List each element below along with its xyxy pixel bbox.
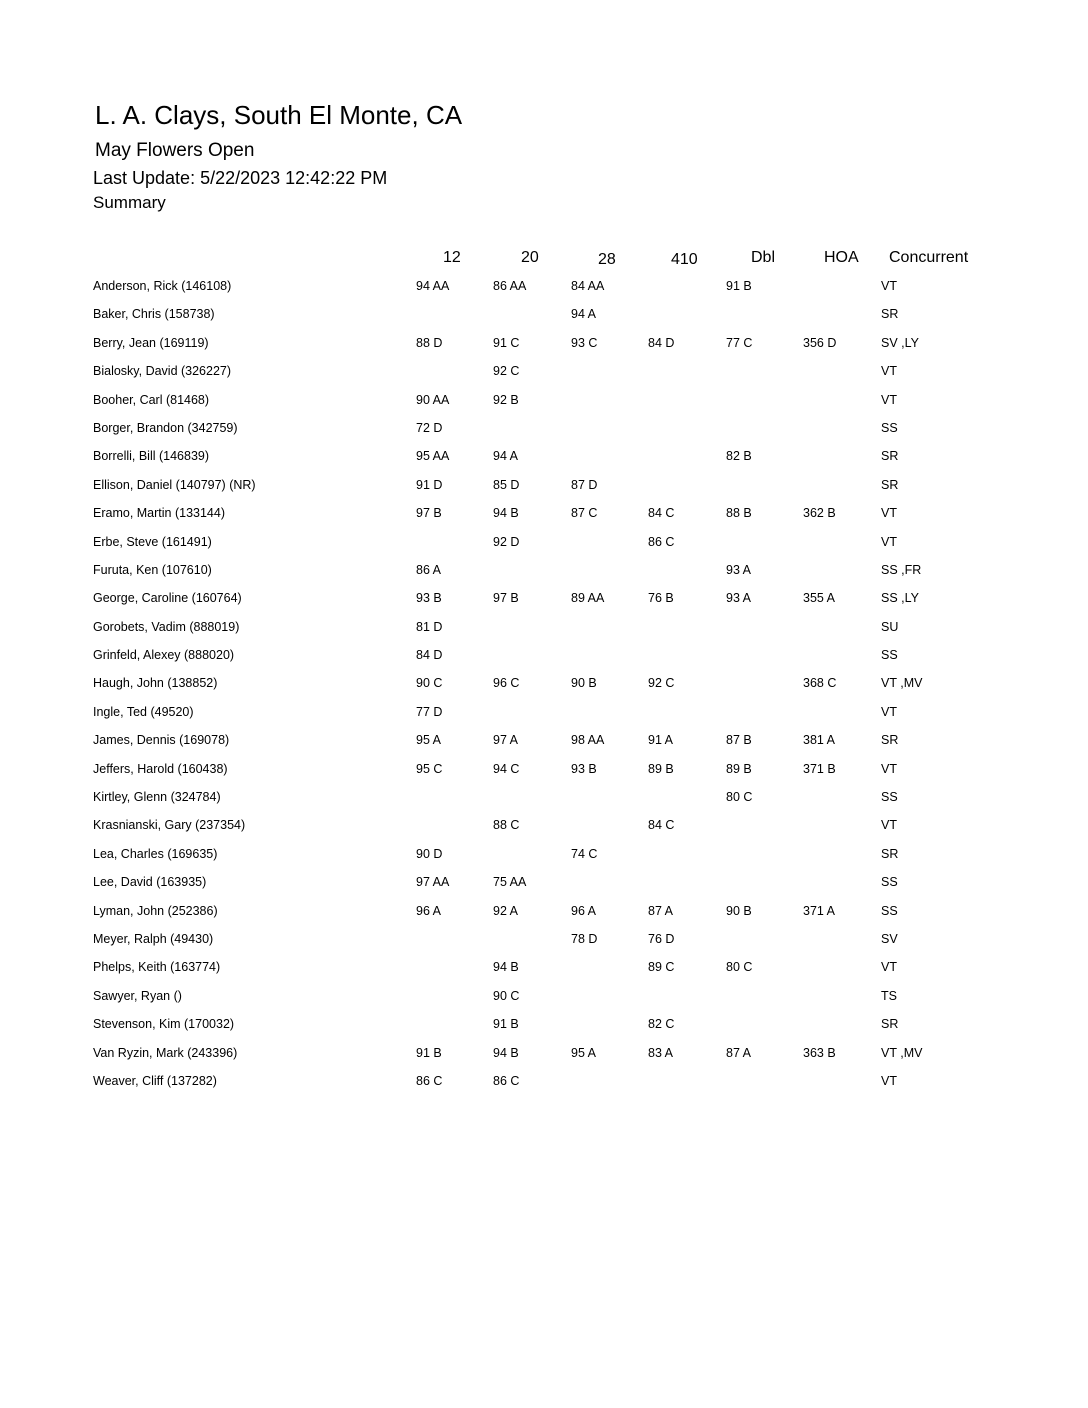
score-dbl: 87 B bbox=[726, 733, 752, 748]
table-row bbox=[0, 442, 1088, 470]
table-row bbox=[0, 783, 1088, 811]
score-410: 92 C bbox=[648, 676, 675, 691]
table-row bbox=[0, 386, 1088, 414]
concurrent-class: VT bbox=[881, 761, 897, 776]
shooter-name: Lea, Charles (169635) bbox=[93, 846, 218, 861]
score-20: 91 B bbox=[493, 1017, 519, 1032]
score-dbl: 82 B bbox=[726, 449, 752, 464]
concurrent-class: VT bbox=[881, 818, 897, 833]
concurrent-class: VT bbox=[881, 364, 897, 379]
score-28: 78 D bbox=[571, 931, 598, 946]
score-20: 94 A bbox=[493, 449, 519, 464]
score-20: 86 AA bbox=[493, 279, 527, 293]
table-row bbox=[0, 1039, 1088, 1067]
score-20: 97 B bbox=[493, 591, 519, 606]
concurrent-class: SR bbox=[881, 846, 899, 861]
results-table bbox=[0, 272, 1088, 1095]
table-row bbox=[0, 755, 1088, 783]
concurrent-class: VT bbox=[881, 392, 897, 407]
score-410: 91 A bbox=[648, 733, 674, 748]
shooter-name: Lyman, John (252386) bbox=[93, 903, 218, 918]
shooter-name: Borrelli, Bill (146839) bbox=[93, 449, 210, 464]
section-label: Summary bbox=[93, 193, 166, 212]
table-row bbox=[0, 613, 1088, 641]
score-20: 91 C bbox=[493, 335, 520, 350]
score-dbl: 93 A bbox=[726, 562, 752, 577]
concurrent-class: VT ,MV bbox=[881, 1045, 923, 1060]
score-20: 96 C bbox=[493, 676, 520, 691]
shooter-name: Furuta, Ken (107610) bbox=[93, 562, 212, 577]
shooter-name: Grinfeld, Alexey (888020) bbox=[93, 648, 235, 663]
table-row bbox=[0, 584, 1088, 612]
score-dbl: 77 C bbox=[726, 335, 753, 350]
table-row bbox=[0, 471, 1088, 499]
score-12: 77 D bbox=[416, 704, 443, 719]
score-410: 84 C bbox=[648, 818, 675, 833]
concurrent-class: VT bbox=[881, 704, 897, 719]
table-row bbox=[0, 811, 1088, 839]
concurrent-class: SS bbox=[881, 903, 898, 918]
score-hoa: 371 B bbox=[803, 761, 836, 776]
table-row bbox=[0, 641, 1088, 669]
concurrent-class: VT bbox=[881, 960, 897, 975]
column-header-12: 12 bbox=[443, 249, 461, 266]
score-hoa: 363 B bbox=[803, 1045, 836, 1060]
score-12: 72 D bbox=[416, 420, 443, 435]
table-row bbox=[0, 357, 1088, 385]
score-12: 94 AA bbox=[416, 279, 450, 293]
shooter-name: Stevenson, Kim (170032) bbox=[93, 1017, 235, 1032]
score-20: 94 C bbox=[493, 761, 520, 776]
shooter-name: Meyer, Ralph (49430) bbox=[93, 931, 214, 946]
score-28: 87 D bbox=[571, 477, 598, 492]
score-dbl: 88 B bbox=[726, 506, 752, 521]
shooter-name: Jeffers, Harold (160438) bbox=[93, 761, 228, 776]
score-12: 91 B bbox=[416, 1045, 442, 1060]
column-header-20: 20 bbox=[521, 249, 539, 266]
table-row bbox=[0, 698, 1088, 726]
score-28: 94 A bbox=[571, 307, 597, 322]
score-hoa: 368 C bbox=[803, 676, 837, 691]
shooter-name: Lee, David (163935) bbox=[93, 875, 207, 890]
score-20: 92 B bbox=[493, 392, 519, 407]
score-12: 97 AA bbox=[416, 875, 450, 890]
shooter-name: Borger, Brandon (342759) bbox=[93, 420, 238, 435]
score-20: 88 C bbox=[493, 818, 520, 833]
score-dbl: 89 B bbox=[726, 761, 752, 776]
table-row bbox=[0, 329, 1088, 357]
score-28: 74 C bbox=[571, 846, 598, 861]
score-410: 89 C bbox=[648, 960, 675, 975]
shooter-name: Eramo, Martin (133144) bbox=[93, 506, 226, 521]
score-dbl: 90 B bbox=[726, 903, 752, 918]
shooter-name: Sawyer, Ryan () bbox=[93, 988, 182, 1003]
shooter-name: Anderson, Rick (146108) bbox=[93, 279, 232, 293]
score-12: 90 C bbox=[416, 676, 443, 691]
column-header-hoa: HOA bbox=[824, 249, 859, 266]
score-20: 75 AA bbox=[493, 875, 527, 890]
last-update: Last Update: 5/22/2023 12:42:22 PM bbox=[93, 168, 388, 188]
score-28: 87 C bbox=[571, 506, 598, 521]
concurrent-class: TS bbox=[881, 988, 897, 1003]
shooter-name: Booher, Carl (81468) bbox=[93, 392, 210, 407]
shooter-name: Baker, Chris (158738) bbox=[93, 307, 215, 322]
concurrent-class: SS ,LY bbox=[881, 591, 919, 606]
score-410: 82 C bbox=[648, 1017, 675, 1032]
table-row bbox=[0, 669, 1088, 697]
score-hoa: 356 D bbox=[803, 335, 837, 350]
shooter-name: Krasnianski, Gary (237354) bbox=[93, 818, 246, 833]
score-20: 94 B bbox=[493, 1045, 519, 1060]
shooter-name: Phelps, Keith (163774) bbox=[93, 960, 221, 975]
score-dbl: 91 B bbox=[726, 279, 752, 293]
score-dbl: 80 C bbox=[726, 790, 753, 805]
score-28: 93 C bbox=[571, 335, 598, 350]
score-410: 84 C bbox=[648, 506, 675, 521]
concurrent-class: SS bbox=[881, 790, 898, 805]
score-dbl: 87 A bbox=[726, 1045, 752, 1060]
score-410: 76 D bbox=[648, 931, 675, 946]
shooter-name: Haugh, John (138852) bbox=[93, 676, 218, 691]
score-20: 86 C bbox=[493, 1073, 520, 1088]
score-dbl: 93 A bbox=[726, 591, 752, 606]
table-row bbox=[0, 272, 1088, 300]
column-header-concurrent: Concurrent bbox=[889, 249, 969, 266]
concurrent-class: SR bbox=[881, 1017, 899, 1032]
score-410: 86 C bbox=[648, 534, 675, 549]
concurrent-class: SS bbox=[881, 420, 898, 435]
table-row bbox=[0, 982, 1088, 1010]
table-row bbox=[0, 868, 1088, 896]
concurrent-class: SR bbox=[881, 733, 899, 748]
concurrent-class: SV ,LY bbox=[881, 335, 919, 350]
score-28: 98 AA bbox=[571, 733, 605, 748]
score-410: 87 A bbox=[648, 903, 674, 918]
shooter-name: Bialosky, David (326227) bbox=[93, 364, 232, 379]
table-row bbox=[0, 925, 1088, 953]
score-12: 96 A bbox=[416, 903, 442, 918]
concurrent-class: SS bbox=[881, 875, 898, 890]
score-12: 95 C bbox=[416, 761, 443, 776]
table-row bbox=[0, 499, 1088, 527]
concurrent-class: VT bbox=[881, 1073, 897, 1088]
shooter-name: Weaver, Cliff (137282) bbox=[93, 1073, 217, 1088]
score-28: 96 A bbox=[571, 903, 597, 918]
score-12: 88 D bbox=[416, 335, 443, 350]
shooter-name: Kirtley, Glenn (324784) bbox=[93, 790, 221, 805]
score-12: 95 A bbox=[416, 733, 442, 748]
score-12: 97 B bbox=[416, 506, 442, 521]
shooter-name: Gorobets, Vadim (888019) bbox=[93, 619, 240, 634]
score-hoa: 381 A bbox=[803, 733, 835, 748]
shooter-name: Ingle, Ted (49520) bbox=[93, 704, 194, 719]
score-12: 93 B bbox=[416, 591, 442, 606]
score-20: 92 A bbox=[493, 903, 519, 918]
concurrent-class: SS ,FR bbox=[881, 562, 922, 577]
concurrent-class: SR bbox=[881, 477, 899, 492]
score-20: 90 C bbox=[493, 988, 520, 1003]
shooter-name: James, Dennis (169078) bbox=[93, 733, 230, 748]
event-name: May Flowers Open bbox=[95, 140, 255, 161]
score-hoa: 371 A bbox=[803, 903, 835, 918]
shooter-name: Van Ryzin, Mark (243396) bbox=[93, 1045, 238, 1060]
score-28: 89 AA bbox=[571, 591, 605, 606]
table-row bbox=[0, 556, 1088, 584]
score-20: 92 D bbox=[493, 534, 520, 549]
concurrent-class: VT bbox=[881, 279, 897, 293]
shooter-name: Erbe, Steve (161491) bbox=[93, 534, 212, 549]
score-12: 90 AA bbox=[416, 392, 450, 407]
score-12: 95 AA bbox=[416, 449, 450, 464]
score-12: 81 D bbox=[416, 619, 443, 634]
table-row bbox=[0, 897, 1088, 925]
score-hoa: 362 B bbox=[803, 506, 836, 521]
concurrent-class: SU bbox=[881, 619, 899, 634]
score-12: 90 D bbox=[416, 846, 443, 861]
column-header-28: 28 bbox=[598, 251, 616, 268]
concurrent-class: VT bbox=[881, 506, 897, 521]
shooter-name: Ellison, Daniel (140797) (NR) bbox=[93, 477, 256, 492]
table-row bbox=[0, 726, 1088, 754]
score-20: 85 D bbox=[493, 477, 520, 492]
score-410: 76 B bbox=[648, 591, 674, 606]
concurrent-class: SR bbox=[881, 449, 899, 464]
table-row bbox=[0, 840, 1088, 868]
page-title: L. A. Clays, South El Monte, CA bbox=[95, 100, 463, 130]
shooter-name: Berry, Jean (169119) bbox=[93, 335, 209, 350]
column-header-410: 410 bbox=[671, 251, 698, 268]
concurrent-class: VT ,MV bbox=[881, 676, 923, 691]
score-20: 94 B bbox=[493, 506, 519, 521]
concurrent-class: VT bbox=[881, 534, 897, 549]
score-28: 95 A bbox=[571, 1045, 597, 1060]
score-28: 90 B bbox=[571, 676, 597, 691]
score-410: 83 A bbox=[648, 1045, 674, 1060]
table-row bbox=[0, 528, 1088, 556]
concurrent-class: SV bbox=[881, 931, 898, 946]
concurrent-class: SR bbox=[881, 307, 899, 322]
score-20: 92 C bbox=[493, 364, 520, 379]
score-20: 94 B bbox=[493, 960, 519, 975]
score-12: 86 C bbox=[416, 1073, 443, 1088]
table-row bbox=[0, 953, 1088, 981]
score-hoa: 355 A bbox=[803, 591, 835, 606]
score-12: 84 D bbox=[416, 648, 443, 663]
score-28: 93 B bbox=[571, 761, 597, 776]
table-row bbox=[0, 1010, 1088, 1038]
table-row bbox=[0, 1067, 1088, 1095]
score-12: 86 A bbox=[416, 562, 442, 577]
concurrent-class: SS bbox=[881, 648, 898, 663]
table-row bbox=[0, 414, 1088, 442]
score-20: 97 A bbox=[493, 733, 519, 748]
score-12: 91 D bbox=[416, 477, 443, 492]
shooter-name: George, Caroline (160764) bbox=[93, 591, 242, 606]
score-dbl: 80 C bbox=[726, 960, 753, 975]
score-410: 89 B bbox=[648, 761, 674, 776]
table-row bbox=[0, 300, 1088, 328]
score-410: 84 D bbox=[648, 335, 675, 350]
score-28: 84 AA bbox=[571, 279, 605, 293]
column-header-dbl: Dbl bbox=[751, 249, 776, 266]
